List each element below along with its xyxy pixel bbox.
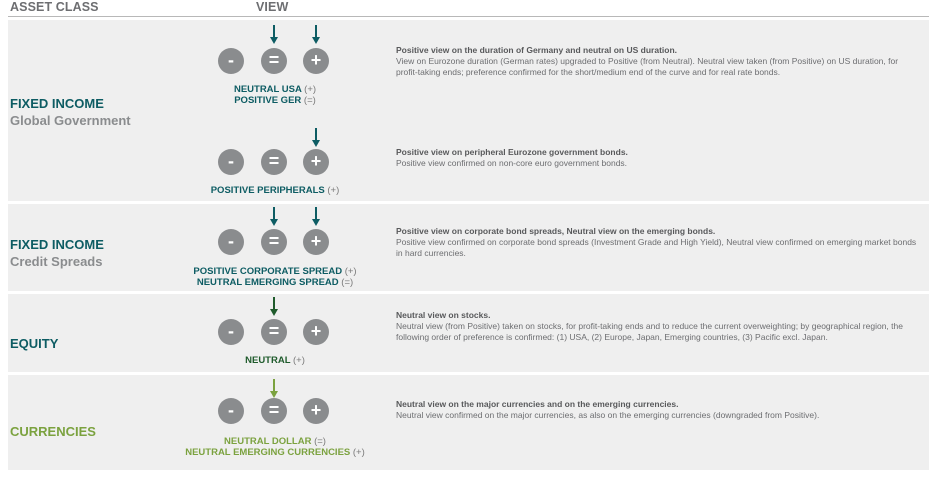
view-description-title: Positive view on the duration of Germany and neutral on US duration. — [396, 45, 678, 55]
view-caption: POSITIVE CORPORATE SPREAD (+) NEUTRAL EMERGING SPREAD (=) — [193, 266, 357, 288]
view-description — [396, 310, 921, 343]
asset-class-currencies — [10, 423, 96, 440]
view-description — [396, 226, 921, 259]
positive-view-icon: + — [303, 229, 329, 255]
view-description-body: View on Eurozone duration (German rates) upgraded to Positive (from Neutral). Neutral view taken (from Positive) on US duration, for profit-taking ends; preference confirmed for the short/medium end of the curve and for real rate bonds. — [396, 56, 899, 77]
view-description-title: Neutral view on the major currencies and on the emerging currencies. — [396, 399, 679, 409]
arrow-down-icon — [311, 128, 321, 148]
positive-view-icon: + — [303, 48, 329, 74]
neutral-view-icon: = — [261, 48, 287, 74]
neutral-view-icon: = — [261, 319, 287, 345]
asset-class-fixed-income-credit — [10, 236, 104, 270]
view-description-title: Neutral view on stocks. — [396, 310, 491, 320]
view-description — [396, 45, 921, 78]
header-divider — [8, 16, 929, 17]
asset-class-header: ASSET CLASS — [10, 0, 99, 14]
view-caption: NEUTRAL (+) — [245, 355, 305, 366]
view-description-title: Positive view on peripheral Eurozone government bonds. — [396, 147, 628, 157]
positive-view-icon: + — [303, 319, 329, 345]
view-caption: NEUTRAL USA (+) POSITIVE GER (=) — [233, 84, 317, 106]
asset-class-title: FIXED INCOME — [10, 237, 104, 252]
view-description — [396, 399, 921, 421]
arrow-down-icon — [269, 297, 279, 317]
arrow-down-icon — [311, 25, 321, 45]
view-description-body: Positive view confirmed on corporate bond spreads (Investment Grade and High Yield), Neutral view confirmed on emerging market bonds in hard currencies. — [396, 237, 917, 258]
negative-view-icon: - — [218, 48, 244, 74]
asset-class-subtitle: Global Government — [10, 113, 131, 128]
view-description-title: Positive view on corporate bond spreads, Neutral view on the emerging bonds. — [396, 226, 716, 236]
positive-view-icon: + — [303, 149, 329, 175]
view-caption: POSITIVE PERIPHERALS (+) — [210, 185, 340, 196]
negative-view-icon: - — [218, 319, 244, 345]
positive-view-icon: + — [303, 398, 329, 424]
arrow-down-icon — [269, 207, 279, 227]
view-caption: NEUTRAL DOLLAR (=) NEUTRAL EMERGING CURRENCIES (+) — [185, 436, 365, 458]
arrow-down-icon — [269, 379, 279, 399]
view-description-body: Positive view confirmed on non-core euro government bonds. — [396, 158, 628, 168]
asset-class-title: CURRENCIES — [10, 424, 96, 439]
asset-class-title: EQUITY — [10, 336, 59, 351]
asset-class-fixed-income-government — [10, 95, 131, 129]
view-description-body: Neutral view confirmed on the major currencies, as also on the emerging currencies (downgraded from Positive). — [396, 410, 820, 420]
view-description-body: Neutral view (from Positive) taken on stocks, for profit-taking ends and to reduce the current overweighting; by geographical region, the following order of preference is confirmed: (1) USA, (2) Europe, Japan, Emerging countries, (3) Pacific excl. Japan. — [396, 321, 903, 342]
asset-class-equity — [10, 335, 58, 352]
asset-class-subtitle: Credit Spreads — [10, 254, 103, 269]
asset-class-title: FIXED INCOME — [10, 96, 104, 111]
view-description — [396, 147, 921, 169]
negative-view-icon: - — [218, 149, 244, 175]
arrow-down-icon — [311, 207, 321, 227]
view-header: VIEW — [256, 0, 289, 14]
neutral-view-icon: = — [261, 149, 287, 175]
neutral-view-icon: = — [261, 229, 287, 255]
negative-view-icon: - — [218, 398, 244, 424]
neutral-view-icon: = — [261, 398, 287, 424]
arrow-down-icon — [269, 25, 279, 45]
negative-view-icon: - — [218, 229, 244, 255]
